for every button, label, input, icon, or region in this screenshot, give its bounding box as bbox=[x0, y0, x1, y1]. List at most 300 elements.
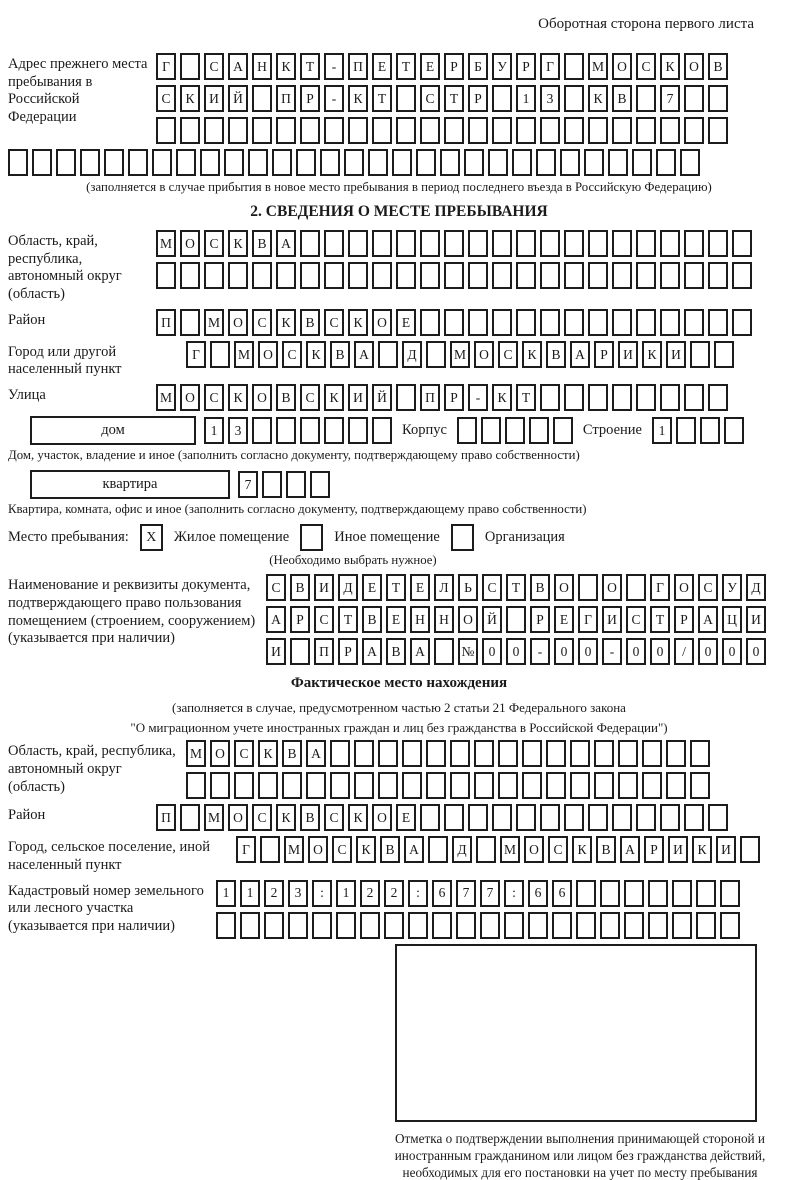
char-cell[interactable] bbox=[32, 149, 52, 176]
char-cell[interactable]: 0 bbox=[482, 638, 502, 665]
char-cell[interactable]: К bbox=[642, 341, 662, 368]
char-cell[interactable]: К bbox=[276, 804, 296, 831]
char-cell[interactable] bbox=[262, 471, 282, 498]
char-cell[interactable] bbox=[240, 912, 260, 939]
char-cell[interactable]: А bbox=[362, 638, 382, 665]
char-cell[interactable] bbox=[180, 309, 200, 336]
char-cell[interactable] bbox=[672, 912, 692, 939]
char-cell[interactable] bbox=[516, 262, 536, 289]
char-cell[interactable]: Н bbox=[252, 53, 272, 80]
char-cell[interactable]: 0 bbox=[626, 638, 646, 665]
char-cell[interactable]: 3 bbox=[228, 417, 248, 444]
char-cell[interactable]: Г bbox=[156, 53, 176, 80]
char-cell[interactable]: Т bbox=[650, 606, 670, 633]
apartment-write-in-box[interactable]: квартира bbox=[30, 470, 230, 499]
char-cell[interactable] bbox=[444, 804, 464, 831]
char-cell[interactable]: 1 bbox=[204, 417, 224, 444]
char-cell[interactable] bbox=[324, 117, 344, 144]
char-cell[interactable]: О bbox=[210, 740, 230, 767]
char-cell[interactable]: Р bbox=[290, 606, 310, 633]
char-cell[interactable]: К bbox=[276, 309, 296, 336]
char-cell[interactable] bbox=[420, 804, 440, 831]
char-cell[interactable] bbox=[696, 880, 716, 907]
char-cell[interactable] bbox=[306, 772, 326, 799]
char-cell[interactable]: А bbox=[620, 836, 640, 863]
char-cell[interactable] bbox=[564, 230, 584, 257]
char-cell[interactable] bbox=[588, 309, 608, 336]
char-cell[interactable] bbox=[324, 262, 344, 289]
char-cell[interactable]: С bbox=[324, 309, 344, 336]
char-cell[interactable] bbox=[348, 417, 368, 444]
char-cell[interactable]: Р bbox=[674, 606, 694, 633]
char-cell[interactable]: 6 bbox=[552, 880, 572, 907]
char-cell[interactable] bbox=[516, 117, 536, 144]
char-cell[interactable]: Т bbox=[506, 574, 526, 601]
confirmation-mark-box[interactable] bbox=[395, 944, 757, 1122]
house-write-in-box[interactable]: дом bbox=[30, 416, 196, 445]
char-cell[interactable] bbox=[612, 384, 632, 411]
char-cell[interactable]: С bbox=[252, 309, 272, 336]
char-cell[interactable]: М bbox=[500, 836, 520, 863]
char-cell[interactable]: С bbox=[314, 606, 334, 633]
char-cell[interactable]: 1 bbox=[652, 417, 672, 444]
char-cell[interactable] bbox=[498, 740, 518, 767]
char-cell[interactable]: О bbox=[458, 606, 478, 633]
char-cell[interactable] bbox=[348, 117, 368, 144]
char-cell[interactable] bbox=[540, 804, 560, 831]
char-cell[interactable]: - bbox=[324, 53, 344, 80]
char-cell[interactable] bbox=[588, 230, 608, 257]
char-cell[interactable] bbox=[372, 230, 392, 257]
char-cell[interactable] bbox=[348, 262, 368, 289]
char-cell[interactable] bbox=[180, 804, 200, 831]
char-cell[interactable] bbox=[618, 772, 638, 799]
char-cell[interactable] bbox=[594, 740, 614, 767]
char-cell[interactable] bbox=[504, 912, 524, 939]
char-cell[interactable] bbox=[708, 384, 728, 411]
char-cell[interactable] bbox=[636, 804, 656, 831]
char-cell[interactable]: Г bbox=[540, 53, 560, 80]
char-cell[interactable]: 1 bbox=[336, 880, 356, 907]
char-cell[interactable]: М bbox=[234, 341, 254, 368]
char-cell[interactable] bbox=[690, 341, 710, 368]
char-cell[interactable]: К bbox=[492, 384, 512, 411]
char-cell[interactable] bbox=[444, 117, 464, 144]
char-cell[interactable]: В bbox=[362, 606, 382, 633]
char-cell[interactable]: С bbox=[300, 384, 320, 411]
char-cell[interactable]: К bbox=[660, 53, 680, 80]
char-cell[interactable] bbox=[626, 574, 646, 601]
char-cell[interactable] bbox=[612, 804, 632, 831]
char-cell[interactable] bbox=[330, 740, 350, 767]
char-cell[interactable] bbox=[408, 912, 428, 939]
char-cell[interactable]: Е bbox=[362, 574, 382, 601]
char-cell[interactable]: В bbox=[290, 574, 310, 601]
char-cell[interactable]: В bbox=[252, 230, 272, 257]
char-cell[interactable]: Е bbox=[420, 53, 440, 80]
char-cell[interactable] bbox=[576, 880, 596, 907]
char-cell[interactable]: Н bbox=[410, 606, 430, 633]
char-cell[interactable] bbox=[708, 85, 728, 112]
char-cell[interactable] bbox=[636, 309, 656, 336]
char-cell[interactable] bbox=[444, 262, 464, 289]
char-cell[interactable] bbox=[384, 912, 404, 939]
char-cell[interactable] bbox=[492, 309, 512, 336]
char-cell[interactable]: - bbox=[324, 85, 344, 112]
char-cell[interactable] bbox=[234, 772, 254, 799]
char-cell[interactable] bbox=[252, 262, 272, 289]
char-cell[interactable]: У bbox=[492, 53, 512, 80]
char-cell[interactable] bbox=[632, 149, 652, 176]
char-cell[interactable] bbox=[564, 309, 584, 336]
char-cell[interactable]: К bbox=[276, 53, 296, 80]
char-cell[interactable]: К bbox=[692, 836, 712, 863]
char-cell[interactable]: О bbox=[524, 836, 544, 863]
char-cell[interactable] bbox=[210, 772, 230, 799]
char-cell[interactable]: Р bbox=[444, 53, 464, 80]
char-cell[interactable] bbox=[312, 912, 332, 939]
char-cell[interactable]: Д bbox=[452, 836, 472, 863]
char-cell[interactable] bbox=[740, 836, 760, 863]
char-cell[interactable]: К bbox=[228, 230, 248, 257]
char-cell[interactable] bbox=[440, 149, 460, 176]
char-cell[interactable] bbox=[720, 912, 740, 939]
char-cell[interactable]: Н bbox=[434, 606, 454, 633]
char-cell[interactable] bbox=[444, 309, 464, 336]
char-cell[interactable]: Т bbox=[386, 574, 406, 601]
char-cell[interactable] bbox=[456, 912, 476, 939]
char-cell[interactable] bbox=[228, 262, 248, 289]
char-cell[interactable]: 2 bbox=[360, 880, 380, 907]
char-cell[interactable] bbox=[378, 740, 398, 767]
char-cell[interactable] bbox=[584, 149, 604, 176]
char-cell[interactable] bbox=[426, 740, 446, 767]
char-cell[interactable] bbox=[336, 912, 356, 939]
char-cell[interactable] bbox=[276, 262, 296, 289]
char-cell[interactable] bbox=[156, 262, 176, 289]
char-cell[interactable] bbox=[516, 804, 536, 831]
stay-organization-checkbox[interactable] bbox=[451, 524, 474, 551]
char-cell[interactable] bbox=[732, 262, 752, 289]
char-cell[interactable] bbox=[282, 772, 302, 799]
char-cell[interactable]: А bbox=[276, 230, 296, 257]
char-cell[interactable]: П bbox=[156, 309, 176, 336]
char-cell[interactable] bbox=[648, 880, 668, 907]
char-cell[interactable] bbox=[248, 149, 268, 176]
char-cell[interactable] bbox=[636, 85, 656, 112]
char-cell[interactable] bbox=[600, 880, 620, 907]
char-cell[interactable]: Е bbox=[396, 804, 416, 831]
char-cell[interactable]: С bbox=[498, 341, 518, 368]
char-cell[interactable]: Т bbox=[300, 53, 320, 80]
char-cell[interactable]: Р bbox=[530, 606, 550, 633]
char-cell[interactable] bbox=[252, 417, 272, 444]
char-cell[interactable]: О bbox=[228, 804, 248, 831]
stay-other-premises-checkbox[interactable] bbox=[300, 524, 323, 551]
char-cell[interactable]: Р bbox=[468, 85, 488, 112]
char-cell[interactable]: С bbox=[156, 85, 176, 112]
char-cell[interactable]: Е bbox=[554, 606, 574, 633]
char-cell[interactable] bbox=[660, 262, 680, 289]
char-cell[interactable] bbox=[708, 230, 728, 257]
char-cell[interactable] bbox=[588, 117, 608, 144]
char-cell[interactable] bbox=[128, 149, 148, 176]
char-cell[interactable] bbox=[684, 262, 704, 289]
char-cell[interactable] bbox=[420, 262, 440, 289]
char-cell[interactable] bbox=[660, 230, 680, 257]
char-cell[interactable] bbox=[457, 417, 477, 444]
char-cell[interactable]: - bbox=[602, 638, 622, 665]
char-cell[interactable]: В bbox=[380, 836, 400, 863]
char-cell[interactable]: К bbox=[228, 384, 248, 411]
char-cell[interactable] bbox=[636, 117, 656, 144]
char-cell[interactable] bbox=[180, 117, 200, 144]
char-cell[interactable] bbox=[290, 638, 310, 665]
char-cell[interactable]: К bbox=[324, 384, 344, 411]
char-cell[interactable] bbox=[396, 85, 416, 112]
char-cell[interactable] bbox=[468, 262, 488, 289]
char-cell[interactable]: М bbox=[284, 836, 304, 863]
char-cell[interactable]: 0 bbox=[650, 638, 670, 665]
char-cell[interactable]: М bbox=[186, 740, 206, 767]
char-cell[interactable]: В bbox=[546, 341, 566, 368]
char-cell[interactable]: Т bbox=[444, 85, 464, 112]
char-cell[interactable] bbox=[512, 149, 532, 176]
char-cell[interactable]: А bbox=[266, 606, 286, 633]
char-cell[interactable]: 0 bbox=[746, 638, 766, 665]
char-cell[interactable] bbox=[372, 417, 392, 444]
char-cell[interactable]: В bbox=[530, 574, 550, 601]
char-cell[interactable] bbox=[564, 384, 584, 411]
char-cell[interactable] bbox=[228, 117, 248, 144]
char-cell[interactable] bbox=[684, 230, 704, 257]
char-cell[interactable]: О bbox=[684, 53, 704, 80]
char-cell[interactable] bbox=[200, 149, 220, 176]
char-cell[interactable] bbox=[296, 149, 316, 176]
char-cell[interactable] bbox=[481, 417, 501, 444]
char-cell[interactable]: Г bbox=[186, 341, 206, 368]
char-cell[interactable]: П bbox=[276, 85, 296, 112]
char-cell[interactable] bbox=[505, 417, 525, 444]
char-cell[interactable] bbox=[156, 117, 176, 144]
char-cell[interactable] bbox=[80, 149, 100, 176]
char-cell[interactable]: М bbox=[156, 230, 176, 257]
char-cell[interactable] bbox=[348, 230, 368, 257]
char-cell[interactable] bbox=[152, 149, 172, 176]
char-cell[interactable]: 2 bbox=[384, 880, 404, 907]
char-cell[interactable] bbox=[594, 772, 614, 799]
char-cell[interactable]: И bbox=[666, 341, 686, 368]
char-cell[interactable] bbox=[480, 912, 500, 939]
char-cell[interactable] bbox=[492, 117, 512, 144]
char-cell[interactable] bbox=[612, 309, 632, 336]
char-cell[interactable] bbox=[372, 262, 392, 289]
char-cell[interactable]: О bbox=[372, 309, 392, 336]
char-cell[interactable] bbox=[612, 230, 632, 257]
char-cell[interactable] bbox=[420, 230, 440, 257]
char-cell[interactable]: В bbox=[282, 740, 302, 767]
char-cell[interactable] bbox=[468, 804, 488, 831]
char-cell[interactable] bbox=[660, 117, 680, 144]
char-cell[interactable] bbox=[553, 417, 573, 444]
char-cell[interactable]: К bbox=[348, 309, 368, 336]
char-cell[interactable] bbox=[564, 85, 584, 112]
char-cell[interactable] bbox=[684, 117, 704, 144]
char-cell[interactable] bbox=[732, 230, 752, 257]
char-cell[interactable] bbox=[372, 117, 392, 144]
char-cell[interactable]: И bbox=[348, 384, 368, 411]
char-cell[interactable] bbox=[708, 117, 728, 144]
char-cell[interactable]: В bbox=[300, 804, 320, 831]
char-cell[interactable]: У bbox=[722, 574, 742, 601]
char-cell[interactable] bbox=[552, 912, 572, 939]
char-cell[interactable] bbox=[540, 230, 560, 257]
char-cell[interactable] bbox=[300, 262, 320, 289]
char-cell[interactable] bbox=[696, 912, 716, 939]
char-cell[interactable] bbox=[402, 772, 422, 799]
char-cell[interactable] bbox=[624, 880, 644, 907]
char-cell[interactable]: О bbox=[554, 574, 574, 601]
char-cell[interactable]: С bbox=[204, 53, 224, 80]
char-cell[interactable]: О bbox=[258, 341, 278, 368]
char-cell[interactable] bbox=[676, 417, 696, 444]
char-cell[interactable] bbox=[104, 149, 124, 176]
char-cell[interactable] bbox=[428, 836, 448, 863]
char-cell[interactable] bbox=[276, 117, 296, 144]
char-cell[interactable]: А bbox=[698, 606, 718, 633]
char-cell[interactable] bbox=[588, 384, 608, 411]
char-cell[interactable] bbox=[492, 804, 512, 831]
char-cell[interactable] bbox=[540, 384, 560, 411]
char-cell[interactable] bbox=[684, 804, 704, 831]
char-cell[interactable]: 1 bbox=[516, 85, 536, 112]
char-cell[interactable]: А bbox=[404, 836, 424, 863]
char-cell[interactable] bbox=[636, 230, 656, 257]
char-cell[interactable]: 0 bbox=[578, 638, 598, 665]
char-cell[interactable] bbox=[216, 912, 236, 939]
char-cell[interactable]: 0 bbox=[554, 638, 574, 665]
char-cell[interactable] bbox=[564, 117, 584, 144]
char-cell[interactable] bbox=[708, 804, 728, 831]
char-cell[interactable]: 7 bbox=[456, 880, 476, 907]
char-cell[interactable] bbox=[300, 417, 320, 444]
char-cell[interactable] bbox=[612, 117, 632, 144]
char-cell[interactable]: В bbox=[300, 309, 320, 336]
char-cell[interactable] bbox=[522, 740, 542, 767]
char-cell[interactable]: И bbox=[314, 574, 334, 601]
char-cell[interactable]: К bbox=[572, 836, 592, 863]
char-cell[interactable] bbox=[396, 384, 416, 411]
char-cell[interactable]: К bbox=[258, 740, 278, 767]
char-cell[interactable]: Р bbox=[644, 836, 664, 863]
char-cell[interactable] bbox=[450, 772, 470, 799]
char-cell[interactable]: Р bbox=[594, 341, 614, 368]
char-cell[interactable] bbox=[680, 149, 700, 176]
char-cell[interactable]: М bbox=[588, 53, 608, 80]
char-cell[interactable]: С bbox=[252, 804, 272, 831]
char-cell[interactable]: П bbox=[348, 53, 368, 80]
char-cell[interactable] bbox=[300, 230, 320, 257]
char-cell[interactable] bbox=[378, 341, 398, 368]
char-cell[interactable] bbox=[252, 117, 272, 144]
char-cell[interactable] bbox=[529, 417, 549, 444]
char-cell[interactable]: Г bbox=[650, 574, 670, 601]
char-cell[interactable]: С bbox=[234, 740, 254, 767]
char-cell[interactable]: Р bbox=[444, 384, 464, 411]
char-cell[interactable]: В bbox=[276, 384, 296, 411]
char-cell[interactable]: : bbox=[504, 880, 524, 907]
char-cell[interactable]: 6 bbox=[432, 880, 452, 907]
char-cell[interactable] bbox=[204, 117, 224, 144]
char-cell[interactable] bbox=[396, 262, 416, 289]
char-cell[interactable] bbox=[396, 230, 416, 257]
char-cell[interactable] bbox=[660, 384, 680, 411]
char-cell[interactable] bbox=[420, 117, 440, 144]
char-cell[interactable]: Р bbox=[338, 638, 358, 665]
char-cell[interactable] bbox=[288, 912, 308, 939]
char-cell[interactable] bbox=[720, 880, 740, 907]
char-cell[interactable] bbox=[310, 471, 330, 498]
char-cell[interactable] bbox=[354, 740, 374, 767]
char-cell[interactable] bbox=[378, 772, 398, 799]
char-cell[interactable]: П bbox=[156, 804, 176, 831]
char-cell[interactable]: Е bbox=[372, 53, 392, 80]
char-cell[interactable] bbox=[320, 149, 340, 176]
char-cell[interactable] bbox=[522, 772, 542, 799]
char-cell[interactable] bbox=[186, 772, 206, 799]
char-cell[interactable] bbox=[536, 149, 556, 176]
char-cell[interactable]: Т bbox=[338, 606, 358, 633]
char-cell[interactable] bbox=[660, 804, 680, 831]
char-cell[interactable] bbox=[546, 772, 566, 799]
char-cell[interactable] bbox=[656, 149, 676, 176]
char-cell[interactable]: И bbox=[746, 606, 766, 633]
char-cell[interactable] bbox=[224, 149, 244, 176]
char-cell[interactable] bbox=[684, 384, 704, 411]
char-cell[interactable]: О bbox=[372, 804, 392, 831]
char-cell[interactable] bbox=[368, 149, 388, 176]
char-cell[interactable] bbox=[724, 417, 744, 444]
char-cell[interactable]: С bbox=[636, 53, 656, 80]
char-cell[interactable]: / bbox=[674, 638, 694, 665]
char-cell[interactable]: И bbox=[716, 836, 736, 863]
char-cell[interactable] bbox=[498, 772, 518, 799]
char-cell[interactable] bbox=[416, 149, 436, 176]
char-cell[interactable] bbox=[468, 309, 488, 336]
char-cell[interactable]: А bbox=[306, 740, 326, 767]
char-cell[interactable]: № bbox=[458, 638, 478, 665]
char-cell[interactable]: С bbox=[204, 384, 224, 411]
char-cell[interactable] bbox=[540, 262, 560, 289]
char-cell[interactable]: 0 bbox=[506, 638, 526, 665]
char-cell[interactable] bbox=[578, 574, 598, 601]
char-cell[interactable]: 7 bbox=[480, 880, 500, 907]
char-cell[interactable]: О bbox=[612, 53, 632, 80]
char-cell[interactable] bbox=[540, 309, 560, 336]
char-cell[interactable] bbox=[426, 772, 446, 799]
char-cell[interactable]: С bbox=[332, 836, 352, 863]
char-cell[interactable] bbox=[540, 117, 560, 144]
char-cell[interactable]: 0 bbox=[698, 638, 718, 665]
char-cell[interactable] bbox=[684, 309, 704, 336]
char-cell[interactable]: О bbox=[252, 384, 272, 411]
char-cell[interactable] bbox=[642, 772, 662, 799]
char-cell[interactable] bbox=[660, 309, 680, 336]
char-cell[interactable] bbox=[636, 384, 656, 411]
char-cell[interactable] bbox=[8, 149, 28, 176]
char-cell[interactable]: А bbox=[410, 638, 430, 665]
char-cell[interactable]: М bbox=[156, 384, 176, 411]
